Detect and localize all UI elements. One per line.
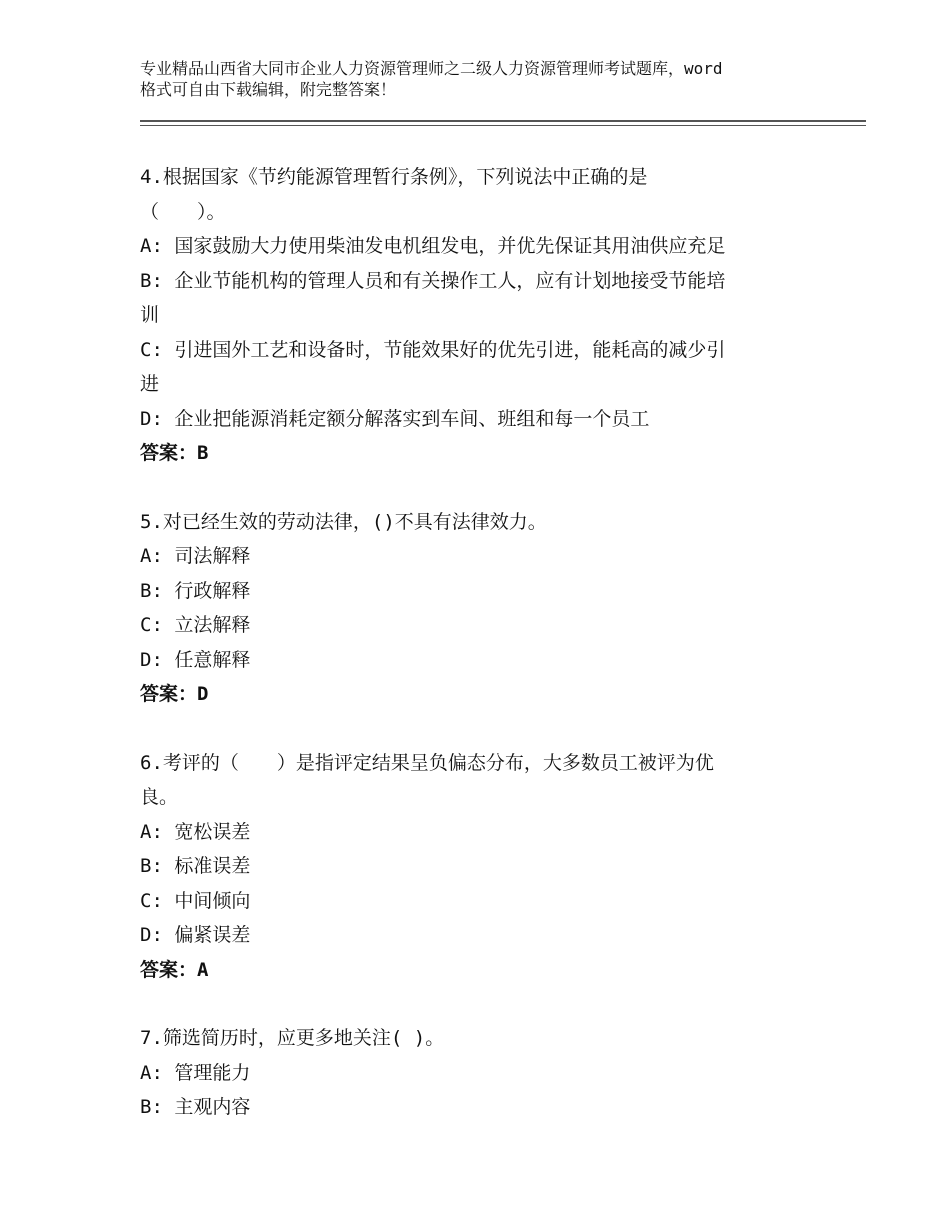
question-block	[140, 1021, 810, 1125]
answer-text: 答案：B	[140, 442, 209, 464]
answer-text: 答案：A	[140, 958, 209, 981]
option-line: B: 企业节能机构的管理人员和有关操作工人，应有计划地接受节能培	[140, 269, 726, 292]
option-line: B: 主观内容	[140, 1096, 251, 1118]
document-header	[140, 58, 830, 100]
header-line-1: 专业精品山西省大同市企业人力资源管理师之二级人力资源管理师考试题库，word	[140, 59, 723, 78]
question-block	[140, 505, 810, 712]
header-divider-thin	[140, 125, 866, 126]
option-line: A: 管理能力	[140, 1061, 251, 1084]
option-line: 进	[140, 373, 160, 395]
option-line: D: 任意解释	[140, 648, 251, 671]
answer-text: 答案：D	[140, 683, 209, 705]
option-line: C: 立法解释	[140, 614, 251, 636]
option-line: B: 行政解释	[140, 579, 251, 602]
header-divider	[140, 120, 866, 122]
option-line: C: 引进国外工艺和设备时，节能效果好的优先引进，能耗高的减少引	[140, 338, 726, 361]
question-list	[140, 160, 810, 1159]
option-line: D: 企业把能源消耗定额分解落实到车间、班组和每一个员工	[140, 407, 650, 430]
option-line: A: 司法解释	[140, 545, 251, 567]
question-text: 5.对已经生效的劳动法律，()不具有法律效力。	[140, 510, 547, 533]
header-line-2: 格式可自由下载编辑，附完整答案！	[140, 80, 397, 99]
question-block	[140, 746, 810, 988]
question-block	[140, 160, 810, 471]
question-text: （ ）。	[140, 200, 226, 223]
option-line: C: 中间倾向	[140, 889, 251, 912]
question-text: 4.根据国家《节约能源管理暂行条例》，下列说法中正确的是	[140, 166, 648, 188]
option-line: D: 偏紧误差	[140, 924, 251, 946]
option-line: A: 国家鼓励大力使用柴油发电机组发电，并优先保证其用油供应充足	[140, 235, 726, 257]
option-line: B: 标准误差	[140, 855, 251, 877]
question-text: 6.考评的（ ）是指评定结果呈负偏态分布，大多数员工被评为优	[140, 751, 714, 774]
option-line: 训	[140, 304, 160, 326]
option-line: A: 宽松误差	[140, 820, 251, 843]
question-text: 7.筛选简历时，应更多地关注( )。	[140, 1027, 445, 1049]
question-text: 良。	[140, 786, 179, 808]
